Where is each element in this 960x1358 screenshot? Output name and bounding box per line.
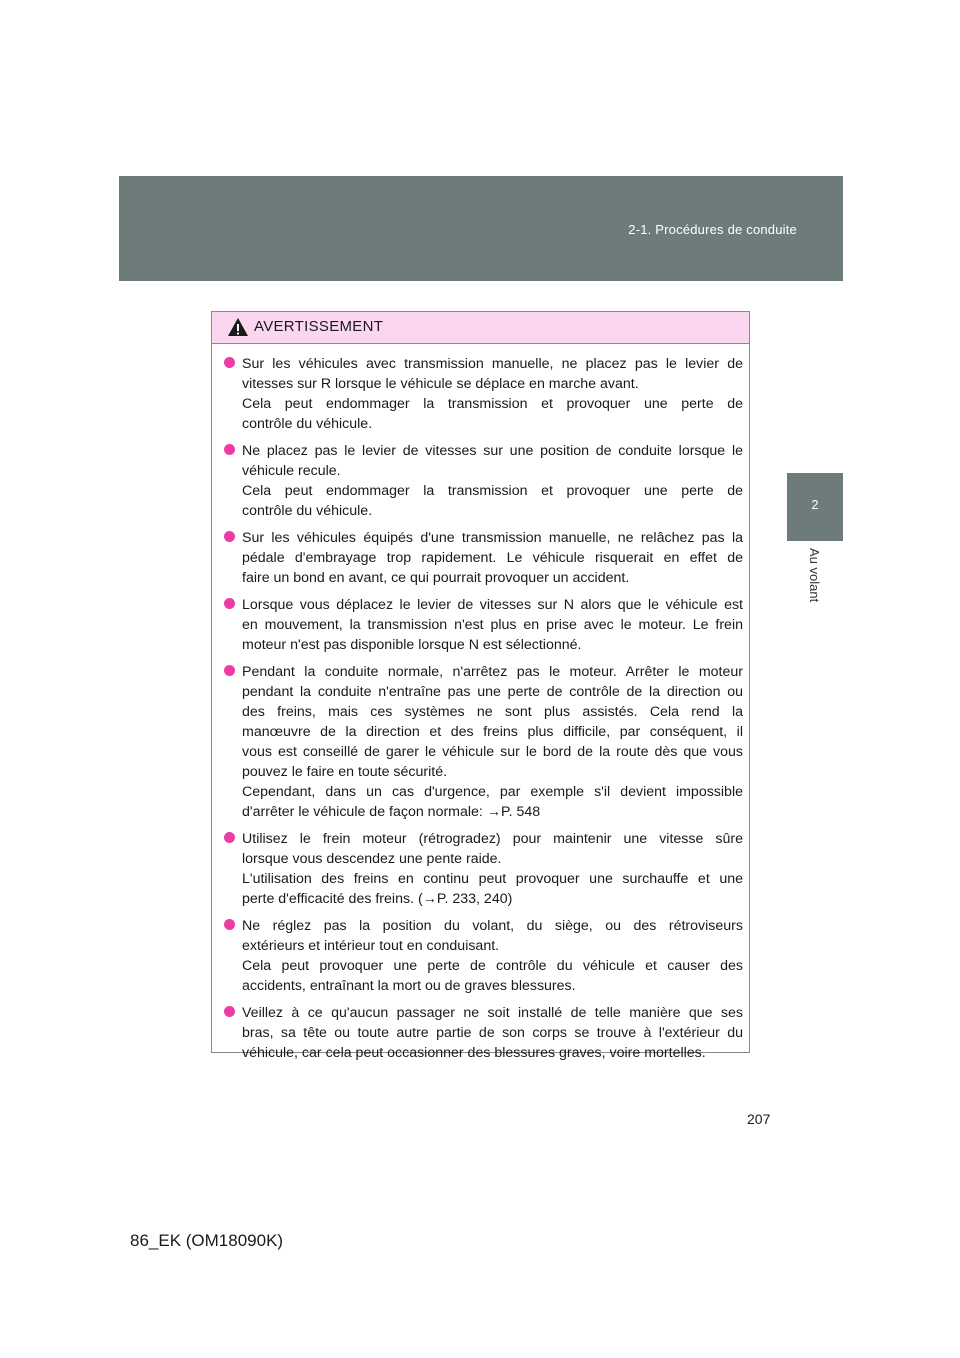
bullet-icon: [224, 598, 235, 609]
warning-item-line: perte d'efficacité des freins. (→P. 233, 240): [242, 891, 513, 907]
warning-item: [224, 662, 743, 822]
warning-triangle-icon: [227, 317, 249, 337]
warning-item-line: Utilisez le frein moteur (rétrogradez) pour maintenir une vitesse sûre: [242, 831, 743, 847]
warning-item-line: accidents, entraînant la mort ou de graves blessures.: [242, 978, 576, 994]
warning-item-line: Pendant la conduite normale, n'arrêtez pas le moteur. Arrêter le moteur: [242, 664, 743, 680]
warning-item: [224, 829, 743, 909]
section-title: 2-1. Procédures de conduite: [628, 222, 797, 237]
warning-item-line: extérieurs et intérieur tout en conduisant.: [242, 938, 500, 954]
warning-item-line: Ne réglez pas la position du volant, du siège, ou des rétroviseurs: [242, 918, 743, 934]
warning-item-line: d'arrêter le véhicule de façon normale: →P. 548: [242, 804, 541, 820]
warning-item-line: pédale d'embrayage trop rapidement. Le véhicule risquerait en effet de: [242, 550, 743, 566]
chapter-label-container: [787, 548, 843, 618]
warning-item-line: Lorsque vous déplacez le levier de vitesses sur N alors que le véhicule est: [242, 597, 743, 613]
warning-item: [224, 528, 743, 588]
warning-item-line: lorsque vous descendez une pente raide.: [242, 851, 502, 867]
warning-item-line: Cela peut endommager la transmission et provoquer une perte de: [242, 483, 743, 499]
page-number: 207: [747, 1111, 771, 1127]
warning-title: AVERTISSEMENT: [254, 318, 384, 335]
warning-item-line: pendant la conduite n'entraîne pas une perte de contrôle de la direction ou: [242, 684, 743, 700]
warning-item-line: vitesses sur R lorsque le véhicule se déplace en marche avant.: [242, 376, 639, 392]
warning-item-line: Cela peut endommager la transmission et provoquer une perte de: [242, 396, 743, 412]
bullet-icon: [224, 832, 235, 843]
warning-item-line: des freins, mais ces systèmes ne sont plus assistés. Cela rend la: [242, 704, 743, 720]
bullet-icon: [224, 665, 235, 676]
warning-item: [224, 354, 743, 434]
document-code: 86_EK (OM18090K): [130, 1231, 284, 1250]
warning-item: [224, 441, 743, 521]
warning-item-line: bras, sa tête ou toute autre partie de son corps se trouve à l'extérieur du: [242, 1025, 743, 1041]
warning-item-line: Sur les véhicules avec transmission manuelle, ne placez pas le levier de: [242, 356, 743, 372]
warning-item-line: Cela peut provoquer une perte de contrôle du véhicule et causer des: [242, 958, 743, 974]
bullet-icon: [224, 919, 235, 930]
warning-item-line: contrôle du véhicule.: [242, 416, 373, 432]
warning-item-line: faire un bond en avant, ce qui pourrait provoquer un accident.: [242, 570, 630, 586]
warning-item-line: en mouvement, la transmission n'est plus en prise avec le moteur. Le frein: [242, 617, 743, 633]
header-band: [119, 176, 843, 281]
chapter-number: 2: [811, 497, 819, 512]
bullet-icon: [224, 357, 235, 368]
warning-header: [212, 312, 749, 344]
warning-item-line: Veillez à ce qu'aucun passager ne soit installé de telle manière que ses: [242, 1005, 743, 1021]
bullet-icon: [224, 444, 235, 455]
warning-item-line: manœuvre de la direction et des freins plus difficile, par conséquent, il: [242, 724, 743, 740]
warning-item-line: pouvez le faire en toute sécurité.: [242, 764, 448, 780]
warning-item-line: Sur les véhicules équipés d'une transmission manuelle, ne relâchez pas la: [242, 530, 743, 546]
warning-item-line: véhicule, car cela peut occasionner des blessures graves, voire mortelles.: [242, 1045, 706, 1061]
warning-item: [224, 916, 743, 996]
warning-item-line: Cependant, dans un cas d'urgence, par exemple s'il devient impossible: [242, 784, 743, 800]
warning-body: [212, 344, 749, 1063]
bullet-icon: [224, 1006, 235, 1017]
chapter-tab: [787, 473, 843, 541]
chapter-label: Au volant: [807, 548, 822, 603]
warning-box: [211, 311, 750, 1061]
warning-item-line: véhicule recule.: [242, 463, 341, 479]
warning-item-line: vous est conseillé de garer le véhicule sur le bord de la route dès que vous: [242, 744, 743, 760]
warning-item-line: L'utilisation des freins en continu peut provoquer une surchauffe et une: [242, 871, 743, 887]
warning-item-line: Ne placez pas le levier de vitesses sur une position de conduite lorsque le: [242, 443, 743, 459]
warning-item-line: contrôle du véhicule.: [242, 503, 373, 519]
bullet-icon: [224, 531, 235, 542]
warning-item: [224, 595, 743, 655]
warning-item: [224, 1003, 743, 1063]
warning-item-line: moteur n'est pas disponible lorsque N est sélectionné.: [242, 637, 582, 653]
